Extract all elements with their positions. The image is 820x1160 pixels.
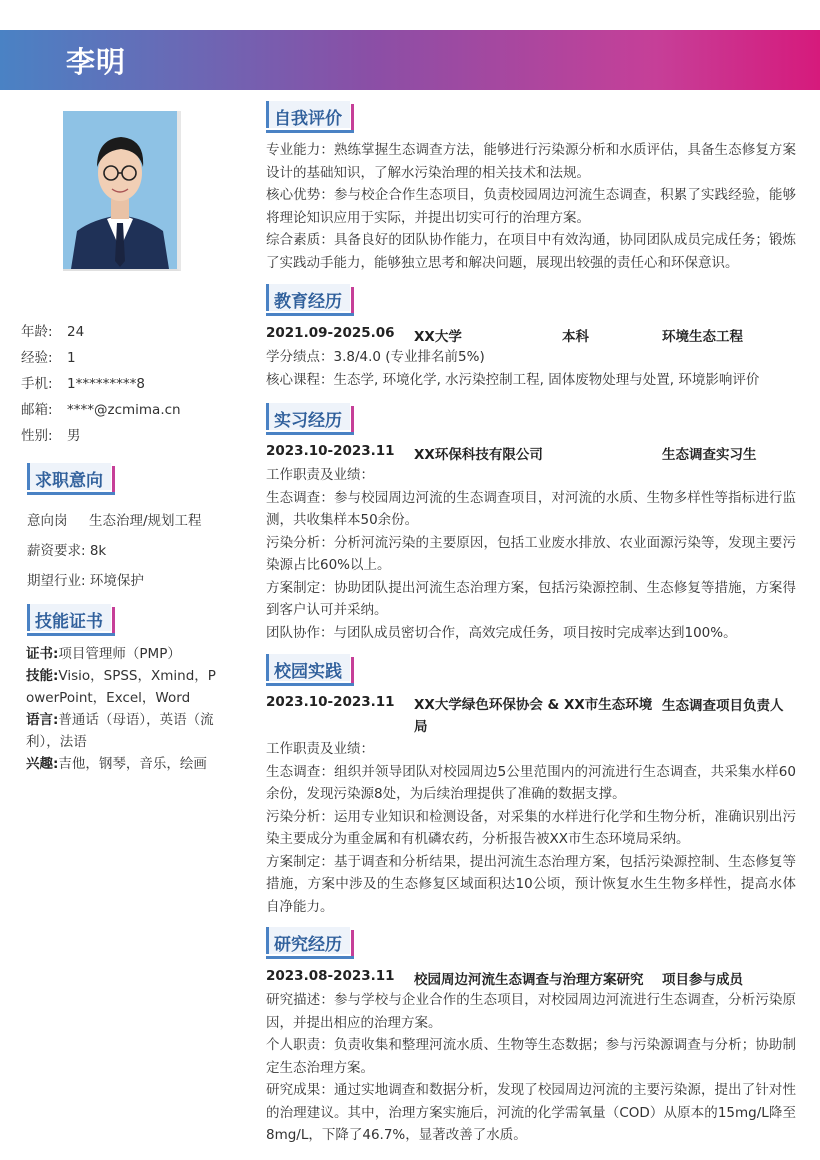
skill-value: Visio，SPSS，Xmind，PowerPoint，Excel，Word: [26, 668, 216, 706]
self-eval-paragraph: 综合素质：具备良好的团队协作能力，在项目中有效沟通，协同团队成员完成任务；锻炼了实践动手能力，能够独立思考和解决问题，展现出较强的责任心和环保意识。: [266, 232, 796, 271]
skill-value: 项目管理师（PMP）: [58, 646, 181, 662]
campus-org: XX大学绿色环保协会 & XX市生态环境局: [414, 697, 653, 735]
internship-paragraph: 团队协作：与团队成员密切合作，高效完成任务，项目按时完成率达到100%。: [266, 624, 737, 641]
skill-value: 吉他，钢琴，音乐，绘画: [58, 756, 207, 772]
section-underline: [27, 633, 115, 636]
skill-cert: [26, 643, 216, 665]
self-eval-text: [266, 139, 796, 274]
section-title: 实习经历: [266, 403, 350, 430]
section-title: 校园实践: [266, 654, 350, 681]
info-label: 手机:: [21, 376, 53, 392]
research-details: [266, 989, 796, 1147]
section-title: 自我评价: [266, 101, 350, 128]
campus-row: [266, 694, 796, 738]
education-major: 环境生态工程: [662, 329, 743, 345]
info-value: 1: [67, 350, 76, 366]
campus-role: 生态调查项目负责人: [662, 698, 784, 714]
internship-paragraph: 生态调查：参与校园周边河流的生态调查项目，对河流的水质、生物多样性等指标进行监测，共收集样本50余份。: [266, 489, 796, 528]
info-label: 经验:: [21, 350, 53, 366]
education-courses: 核心课程：生态学, 环境化学, 水污染控制工程, 固体废物处理与处置, 环境影响评价: [266, 371, 760, 388]
internship-role: 生态调查实习生: [662, 447, 757, 463]
skill-label: 技能:: [26, 668, 59, 684]
profile-photo: [63, 111, 181, 271]
internship-date: 2023.10-2023.11: [266, 443, 395, 459]
skill-label: 语言:: [26, 712, 59, 728]
internship-paragraph: 污染分析：分析河流污染的主要原因，包括工业废水排放、农业面源污染等，发现主要污染源占比60%以上。: [266, 534, 796, 573]
education-school: XX大学: [414, 329, 462, 345]
section-job-intent: [27, 463, 111, 493]
info-value: 1*********8: [67, 376, 145, 392]
skill-hobby: [26, 753, 216, 775]
info-gender: [21, 424, 81, 444]
section-underline: [27, 492, 115, 495]
campus-details: [266, 738, 796, 918]
info-value: ****@zcmima.cn: [67, 402, 181, 418]
section-research: [266, 927, 350, 954]
internship-company: XX环保科技有限公司: [414, 447, 543, 463]
person-portrait-icon: [63, 111, 177, 269]
education-gpa: 学分绩点：3.8/4.0 (专业排名前5%): [266, 349, 485, 365]
info-email: [21, 398, 181, 418]
research-paragraph: 个人职责：负责收集和整理河流水质、生物等生态数据；参与污染源调查与分析；协助制定生态治理方案。: [266, 1037, 796, 1076]
campus-paragraph: 污染分析：运用专业知识和检测设备，对采集的水样进行化学和生物分析，准确识别出污染主要成分为重金属和有机磷农药，分析报告被XX市生态环境局采纳。: [266, 808, 796, 847]
info-label: 邮箱:: [21, 402, 53, 418]
section-self-eval: [266, 101, 350, 128]
internship-details: [266, 464, 796, 644]
section-underline: [266, 130, 354, 133]
campus-intro: 工作职责及业绩：: [266, 741, 374, 757]
intent-position: 意向岗 生态治理/规划工程: [27, 513, 202, 529]
research-paragraph: 研究成果：通过实地调查和数据分析，发现了校园周边河流的主要污染源，提出了针对性的治理建议。其中，治理方案实施后，河流的化学需氧量（COD）从原本的15mg/L降至8mg/L，下降了46.7%，显著改善了水质。: [266, 1082, 796, 1143]
section-internship: [266, 403, 350, 430]
self-eval-paragraph: 专业能力：熟练掌握生态调查方法，能够进行污染源分析和水质评估，具备生态修复方案设计的基础知识，了解水污染治理的相关技术和法规。: [266, 142, 796, 181]
internship-intro: 工作职责及业绩：: [266, 467, 374, 483]
skill-language: [26, 709, 216, 753]
section-underline: [266, 956, 354, 959]
skills-list: [26, 643, 216, 775]
header-banner: [0, 30, 820, 90]
intent-industry: 期望行业: 环境保护: [27, 573, 144, 589]
skill-value: 普通话（母语），英语（流利），法语: [26, 712, 214, 750]
campus-date: 2023.10-2023.11: [266, 694, 395, 710]
section-title: 求职意向: [27, 463, 111, 490]
research-project: 校园周边河流生态调查与治理方案研究: [414, 972, 644, 988]
info-label: 性别:: [21, 428, 53, 444]
info-label: 年龄:: [21, 324, 53, 340]
skill-tools: [26, 665, 216, 709]
info-value: 24: [67, 324, 85, 340]
section-underline: [266, 432, 354, 435]
research-date: 2023.08-2023.11: [266, 968, 395, 984]
education-date: 2021.09-2025.06: [266, 325, 395, 341]
campus-paragraph: 生态调查：组织并领导团队对校园周边5公里范围内的河流进行生态调查，共采集水样60余份，发现污染源8处，为后续治理提供了准确的数据支撑。: [266, 763, 796, 802]
section-campus: [266, 654, 350, 681]
info-value: 男: [67, 428, 81, 444]
intent-salary: 薪资要求: 8k: [27, 543, 107, 559]
section-skills: [27, 604, 111, 634]
skill-label: 兴趣:: [26, 756, 59, 772]
info-phone: [21, 372, 145, 392]
education-degree: 本科: [562, 329, 589, 345]
section-title: 技能证书: [27, 604, 111, 631]
skill-label: 证书:: [26, 646, 59, 662]
research-role: 项目参与成员: [662, 972, 743, 988]
info-experience: [21, 346, 76, 366]
internship-paragraph: 方案制定：协助团队提出河流生态治理方案，包括污染源控制、生态修复等措施，方案得到客户认可并采纳。: [266, 579, 796, 618]
campus-paragraph: 方案制定：基于调查和分析结果，提出河流生态治理方案，包括污染源控制、生态修复等措施，方案中涉及的生态修复区域面积达10公顷，预计恢复水生生物多样性，提高水体自净能力。: [266, 853, 796, 915]
section-underline: [266, 683, 354, 686]
info-age: [21, 320, 84, 340]
candidate-name: 李明: [66, 45, 127, 79]
section-education: [266, 284, 350, 311]
section-title: 教育经历: [266, 284, 350, 311]
education-details: [266, 346, 796, 391]
self-eval-paragraph: 核心优势：参与校企合作生态项目，负责校园周边河流生态调查，积累了实践经验，能够将理论知识应用于实际，并提出切实可行的治理方案。: [266, 187, 796, 226]
section-title: 研究经历: [266, 927, 350, 954]
research-paragraph: 研究描述：参与学校与企业合作的生态项目，对校园周边河流进行生态调查，分析污染原因，并提出相应的治理方案。: [266, 992, 796, 1031]
section-underline: [266, 313, 354, 316]
